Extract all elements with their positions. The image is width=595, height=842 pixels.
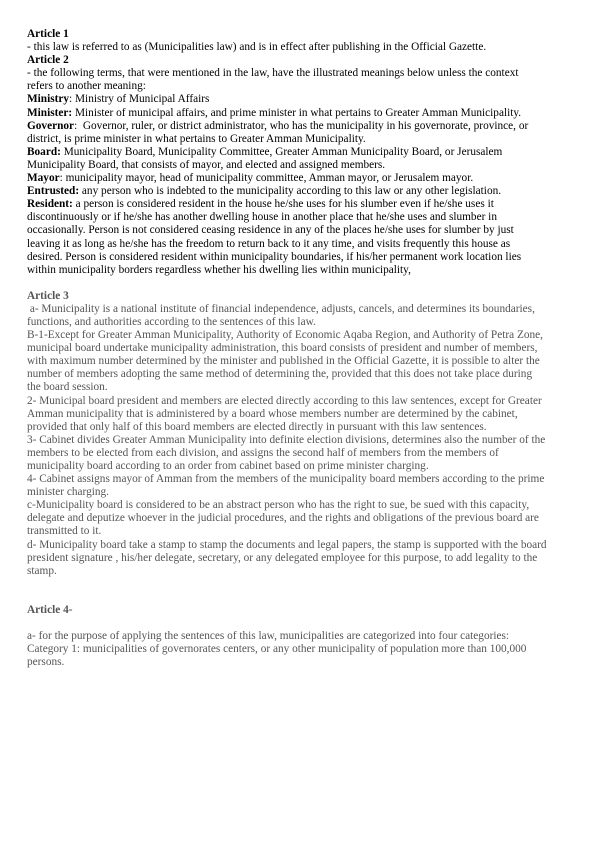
definition-resident — [27, 198, 547, 277]
article-3-para: a- Municipality is a national institute of financial independence, adjusts, cancels, and determines its boundaries, functions, and authorities according to the sentences of this law. — [27, 302, 538, 328]
article-3-para: c-Municipality board is considered to be an abstract person who has the right to sue, be sued with this capacity, delegate and deputize whoever in the judicial procedures, and the rights and obligations of the previous board are transmitted to it. — [27, 499, 539, 538]
term-separator: : — [74, 119, 83, 132]
definition-entrusted — [27, 185, 547, 198]
article-3-heading: Article 3 — [27, 289, 69, 302]
term-definition: Minister of municipal affairs, and prime minister in what pertains to Greater Amman Municipality. — [75, 106, 522, 119]
article-4-heading: Article 4- — [27, 603, 73, 616]
article-2 — [27, 54, 547, 277]
section-spacer — [27, 578, 547, 604]
term-definition: Ministry of Municipal Affairs — [75, 93, 210, 106]
article-3-para: 2- Municipal board president and members are elected directly according to this law sentences, except for Greater Amman municipality that is administered by a board whose members number are determined by the cabinet, provided that only half of this board members are elected directly in pursuant with this law sentences. — [27, 394, 542, 433]
document-page — [27, 28, 547, 669]
definition-board — [27, 146, 547, 172]
term-separator: : — [59, 172, 66, 185]
article-4 — [27, 604, 547, 669]
term-label: Mayor — [27, 172, 60, 185]
article-1 — [27, 28, 547, 54]
term-definition: Governor, ruler, or district administrator, who has the municipality in his governorate, province, or district, is prime minister in what pertains to Greater Amman Municipality. — [27, 119, 529, 145]
term-label: Board: — [27, 145, 61, 158]
definition-minister — [27, 107, 547, 120]
section-spacer — [27, 277, 547, 290]
article-4-para: Category 1: municipalities of governorates centers, or any other municipality of population more than 100,000 persons. — [27, 643, 527, 669]
article-3-para: B-1-Except for Greater Amman Municipality, Authority of Economic Aqaba Region, and Authority of Petra Zone, municipal board undertake municipality administration, this board consists of president and number of members, with maximum number determined by the minister and published in the Official Gazette, it is possible to alter the number of members adopting the same method of determining the, provided that this does not take place during the board session. — [27, 329, 543, 394]
term-label: Ministry — [27, 93, 70, 106]
article-3 — [27, 290, 547, 578]
paragraph-spacer — [27, 617, 547, 630]
term-definition: municipality mayor, head of municipality committee, Amman mayor, or Jerusalem mayor. — [65, 172, 474, 185]
term-label: Governor — [27, 119, 75, 132]
article-3-para: 3- Cabinet divides Greater Amman Municipality into definite election divisions, determines also the number of the members to be elected from each division, and assigns the second half of members from the members of municipality board according to an order from cabinet based on prime minister charging. — [27, 433, 546, 472]
term-separator: : — [69, 93, 76, 106]
term-label: Minister: — [27, 106, 73, 119]
definition-ministry — [27, 93, 547, 106]
article-3-para: 4- Cabinet assigns mayor of Amman from the members of the municipality board members according to the prime minister charging. — [27, 473, 545, 499]
term-definition: any person who is indebted to the municipality according to this law or any other legislation. — [81, 185, 502, 198]
term-label: Entrusted: — [27, 185, 80, 198]
article-2-heading: Article 2 — [27, 54, 69, 67]
term-definition: Municipality Board, Municipality Committee, Greater Amman Municipality Board, or Jerusalem Municipality Board, that consists of mayor, and elected and assigned members. — [27, 145, 503, 171]
article-1-text: - this law is referred to as (Municipalities law) and is in effect after publishing in the Official Gazette. — [27, 41, 487, 54]
term-definition: a person is considered resident in the house he/she uses for his slumber even if he/she uses it discontinuously or if he/she has another dwelling house in another place that he/she uses and slumber in occasionally. Person is not considered ceasing residence in any of the places he/she uses for slumber by just leaving it as long as he/she has the freedom to return back to it any time, and visits frequently this house as desired. Person is considered resident within municipality boundaries, if his/her permanent work location lies within municipality borders regardless whether his dwelling lies within municipality, — [27, 198, 522, 276]
definition-mayor — [27, 172, 547, 185]
article-4-para: a- for the purpose of applying the sentences of this law, municipalities are categorized into four categories: — [27, 629, 510, 642]
article-1-heading: Article 1 — [27, 28, 69, 40]
definition-governor — [27, 120, 547, 146]
term-label: Resident: — [27, 198, 73, 211]
article-2-intro: - the following terms, that were mentioned in the law, have the illustrated meanings below unless the context refers to another meaning: — [27, 67, 519, 93]
article-3-para: d- Municipality board take a stamp to stamp the documents and legal papers, the stamp is supported with the board president signature , his/her delegate, secretary, or any delegated employee for this purpose, to add legality to the stamp. — [27, 538, 547, 577]
